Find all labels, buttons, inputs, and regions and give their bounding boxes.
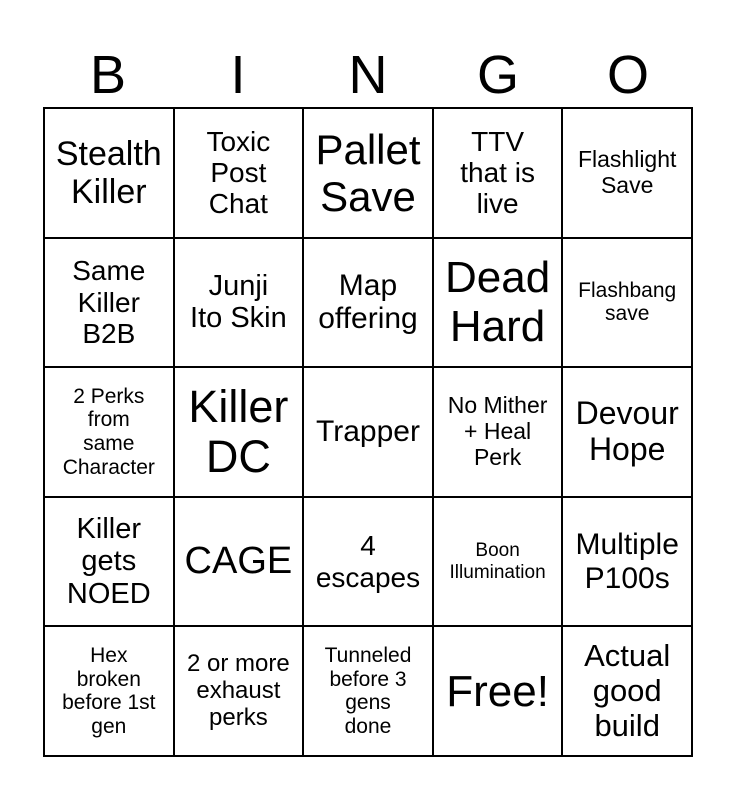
bingo-cell[interactable] [44, 497, 174, 627]
bingo-board [43, 107, 693, 757]
bingo-cell[interactable] [174, 497, 304, 627]
bingo-cell-label: Same Killer B2B [72, 255, 146, 350]
bingo-cell[interactable] [433, 497, 563, 627]
bingo-cell-label: Multiple P100s [575, 528, 679, 595]
bingo-cell[interactable] [303, 108, 433, 238]
header-letter-g: G [476, 45, 519, 105]
bingo-cell[interactable] [44, 626, 174, 756]
bingo-cell[interactable] [44, 238, 174, 368]
bingo-cell[interactable] [303, 238, 433, 368]
bingo-cell-label: Killer DC [188, 380, 289, 482]
bingo-cell-label: CAGE [184, 540, 293, 583]
bingo-cell-label: Killer gets NOED [66, 512, 151, 610]
bingo-cell-label: Devour Hope [575, 395, 679, 467]
bingo-cell[interactable] [562, 108, 692, 238]
bingo-cell-label: Map offering [318, 268, 418, 336]
bingo-cell-label: Tunneled before 3 gens done [324, 644, 412, 738]
bingo-cell[interactable] [562, 626, 692, 756]
bingo-cell-label: Actual good build [584, 638, 671, 743]
header-letter-i: I [230, 45, 246, 105]
bingo-cell-label: Dead Hard [445, 253, 551, 352]
bingo-cell[interactable] [562, 238, 692, 368]
bingo-cell[interactable] [174, 367, 304, 497]
bingo-cell-label: Hex broken before 1st gen [62, 644, 156, 738]
bingo-cell-label: Stealth Killer [55, 134, 162, 211]
bingo-cell-label: Boon Illumination [449, 540, 546, 583]
bingo-cell[interactable] [44, 367, 174, 497]
bingo-cell-label: Junji Ito Skin [190, 269, 287, 335]
bingo-cell[interactable] [174, 626, 304, 756]
bingo-cell-label: Flashlight Save [577, 146, 677, 198]
bingo-cell-label: Free! [446, 666, 549, 716]
bingo-cell-label: 2 or more exhaust perks [187, 649, 290, 731]
header-letter-o: O [606, 45, 649, 105]
bingo-cell[interactable] [433, 626, 563, 756]
header-letter-n: N [348, 45, 388, 105]
bingo-cell[interactable] [562, 497, 692, 627]
bingo-header [43, 44, 693, 106]
bingo-cell[interactable] [174, 238, 304, 368]
bingo-cell-label: Toxic Post Chat [206, 125, 271, 220]
bingo-cell-label: Flashbang save [578, 278, 677, 326]
bingo-cell[interactable] [303, 497, 433, 627]
bingo-cell-label: Trapper [316, 415, 420, 449]
bingo-cell[interactable] [433, 108, 563, 238]
bingo-cell-label: 4 escapes [315, 530, 421, 593]
bingo-cell-label: No Mither + Heal Perk [447, 392, 548, 470]
bingo-cell-label: 2 Perks from same Character [62, 384, 155, 479]
bingo-cell[interactable] [433, 238, 563, 368]
bingo-cell[interactable] [433, 367, 563, 497]
bingo-cell[interactable] [174, 108, 304, 238]
bingo-cell-label: TTV that is live [460, 125, 535, 220]
bingo-cell[interactable] [303, 626, 433, 756]
header-letter-b: B [89, 45, 127, 105]
bingo-cell[interactable] [44, 108, 174, 238]
bingo-cell[interactable] [562, 367, 692, 497]
bingo-cell[interactable] [303, 367, 433, 497]
bingo-cell-label: Pallet Save [315, 125, 421, 220]
